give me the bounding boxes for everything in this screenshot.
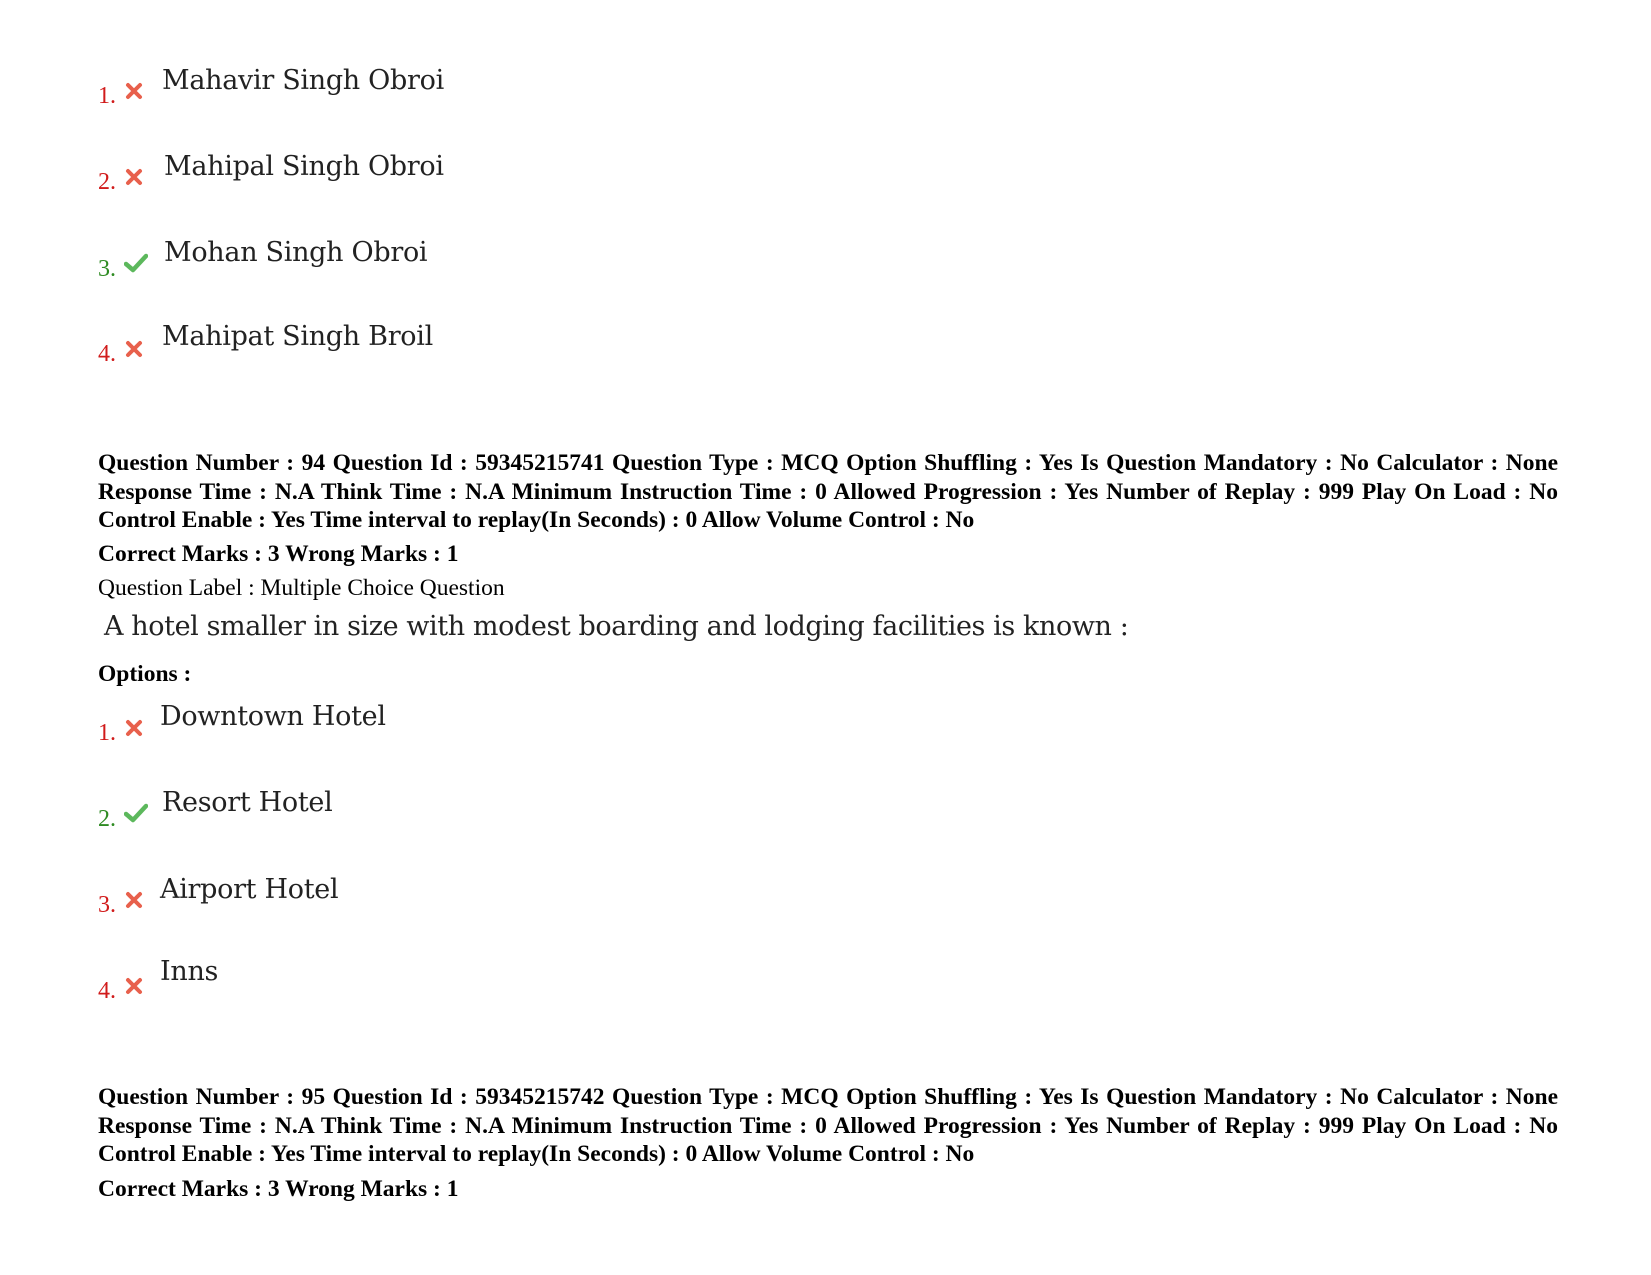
option-number: 1. xyxy=(98,83,116,109)
cross-icon xyxy=(124,339,144,359)
question-95-meta: Question Number : 95 Question Id : 59345215742 Question Type : MCQ Option Shuffling : Yes Is Question Mandatory : No Calculator : None Response Time : N.A Think Time : N.A Minimum Instruction Time : 0 Allowed Progression : Yes Number of Replay : 999 Play On Load : No Control Enable : Yes Time interval to replay(In Seconds) : 0 Allow Volume Control : No xyxy=(98,1084,1558,1167)
question-94-marks: Correct Marks : 3 Wrong Marks : 1 xyxy=(98,541,459,567)
option-text: Inns xyxy=(160,956,219,987)
check-icon xyxy=(124,803,148,823)
option-text: Mahipat Singh Broil xyxy=(162,321,433,352)
cross-icon xyxy=(124,167,144,187)
option-number: 2. xyxy=(98,169,116,195)
option-text: Mahipal Singh Obroi xyxy=(164,151,444,182)
cross-icon xyxy=(124,718,144,738)
option-text: Resort Hotel xyxy=(162,787,333,818)
question-95-marks: Correct Marks : 3 Wrong Marks : 1 xyxy=(98,1176,459,1202)
option-number: 3. xyxy=(98,892,116,918)
option-number: 3. xyxy=(98,256,116,282)
question-94-text: A hotel smaller in size with modest boarding and lodging facilities is known : xyxy=(104,611,1129,642)
check-icon xyxy=(124,253,148,273)
option-number: 2. xyxy=(98,806,116,832)
option-number: 1. xyxy=(98,720,116,746)
question-94-meta: Question Number : 94 Question Id : 59345215741 Question Type : MCQ Option Shuffling : Yes Is Question Mandatory : No Calculator : None Response Time : N.A Think Time : N.A Minimum Instruction Time : 0 Allowed Progression : Yes Number of Replay : 999 Play On Load : No Control Enable : Yes Time interval to replay(In Seconds) : 0 Allow Volume Control : No xyxy=(98,450,1558,533)
option-text: Mahavir Singh Obroi xyxy=(162,65,444,96)
option-number: 4. xyxy=(98,341,116,367)
option-text: Airport Hotel xyxy=(160,874,339,905)
cross-icon xyxy=(124,81,144,101)
option-text: Downtown Hotel xyxy=(160,701,386,732)
cross-icon xyxy=(124,890,144,910)
options-heading: Options : xyxy=(98,661,192,687)
cross-icon xyxy=(124,976,144,996)
question-94-label: Question Label : Multiple Choice Question xyxy=(98,575,505,601)
option-text: Mohan Singh Obroi xyxy=(164,237,428,268)
option-number: 4. xyxy=(98,978,116,1004)
